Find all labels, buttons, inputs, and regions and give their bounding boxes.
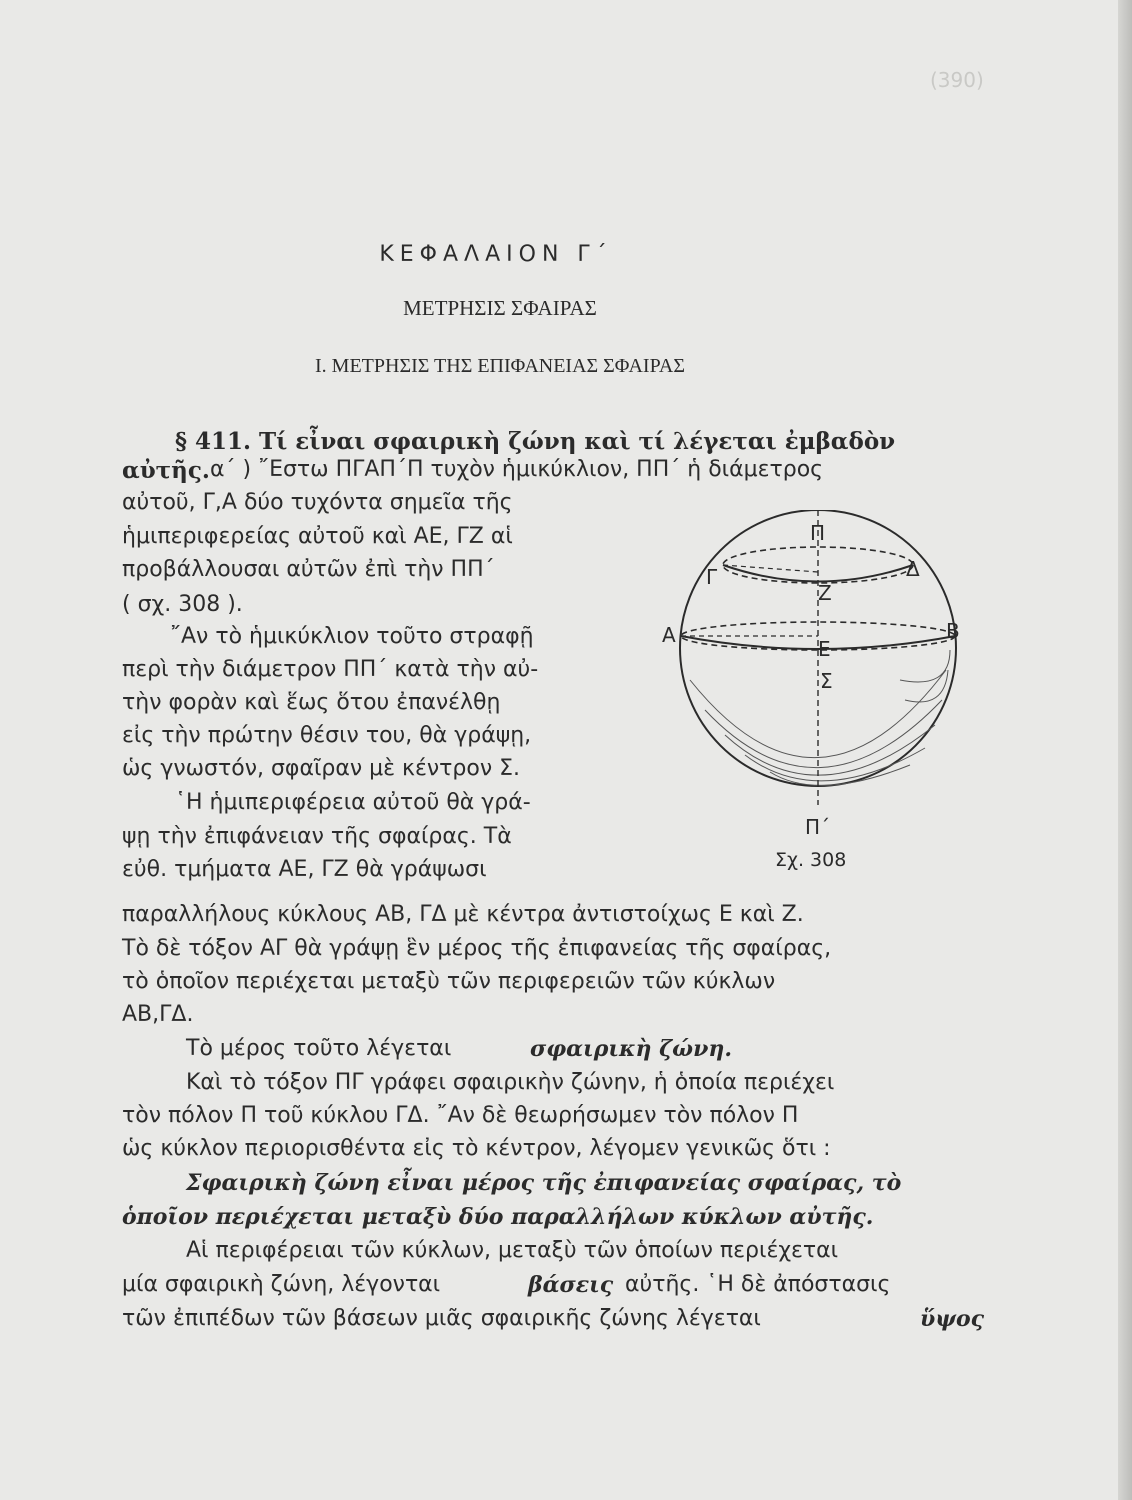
label-g: Γ [706, 565, 718, 589]
label-p: Π [810, 521, 826, 545]
text-line: τὴν φορὰν καὶ ἕως ὅτου ἐπανέλθῃ [122, 690, 501, 715]
page-number: (390) [930, 68, 984, 92]
paragraph-heading-end: αὐτῆς. [122, 457, 210, 484]
text-line: ῎Αν τὸ ἡμικύκλιον τοῦτο στραφῇ [170, 624, 534, 649]
text-line: εὐθ. τμήματα ΑΕ, ΓΖ θὰ γράψωσι [122, 857, 487, 882]
text-line: προβάλλουσαι αὐτῶν ἐπὶ τὴν ΠΠ΄ [122, 557, 495, 582]
term-height: ὕψος [920, 1306, 985, 1332]
text-line: τὸν πόλον Π τοῦ κύκλου ΓΔ. ῎Αν δὲ θεωρήσωμεν τὸν πόλον Π [122, 1103, 799, 1128]
paragraph-heading: § 411. Τί εἶναι σφαιρικὴ ζώνη καὶ τί λέγεται ἐμβαδὸν [175, 428, 896, 455]
sphere-diagram [650, 510, 980, 890]
text-line: ὡς κύκλον περιορισθέντα εἰς τὸ κέντρον, λέγομεν γενικῶς ὅτι : [122, 1136, 831, 1161]
text-line: ῾Η ἡμιπεριφέρεια αὐτοῦ θὰ γρά- [175, 790, 531, 815]
term-spherical-zone: σφαιρικὴ ζώνη. [530, 1036, 733, 1062]
text-line: παραλλήλους κύκλους ΑΒ, ΓΔ μὲ κέντρα ἀντιστοίχως Ε καὶ Ζ. [122, 902, 804, 927]
text-line: τὸ ὁποῖον περιέχεται μεταξὺ τῶν περιφερειῶν τῶν κύκλων [122, 969, 776, 994]
text-line: Τὸ μέρος τοῦτο λέγεται [186, 1036, 452, 1061]
text-line: Καὶ τὸ τόξον ΠΓ γράφει σφαιρικὴν ζώνην, ἡ ὁποία περιέχει [186, 1070, 835, 1095]
text-line: εἰς τὴν πρώτην θέσιν του, θὰ γράψῃ, [122, 723, 532, 748]
text-line: αὐτῆς. ῾Η δὲ ἀπόστασις [625, 1272, 891, 1297]
term-bases: βάσεις [528, 1272, 614, 1298]
segment-gz [723, 565, 818, 572]
label-a: Α [662, 623, 676, 647]
label-b: Β [946, 619, 960, 643]
text-line: περὶ τὴν διάμετρον ΠΠ΄ κατὰ τὴν αὐ- [122, 657, 539, 682]
text-line: ὡς γνωστόν, σφαῖραν μὲ κέντρον Σ. [122, 756, 521, 781]
text-line: ( σχ. 308 ). [122, 592, 243, 617]
text-line: Αἱ περιφέρειαι τῶν κύκλων, μεταξὺ τῶν ὁποίων περιέχεται [186, 1238, 839, 1263]
text-line: ψῃ τὴν ἐπιφάνειαν τῆς σφαίρας. Τὰ [122, 824, 512, 849]
text-line: τῶν ἐπιπέδων τῶν βάσεων μιᾶς σφαιρικῆς ζώνης λέγεται [122, 1306, 761, 1331]
page-edge [1118, 0, 1132, 1500]
text-line: ἡμιπεριφερείας αὐτοῦ καὶ ΑΕ, ΓΖ αἱ [122, 524, 513, 549]
text-line: Τὸ δὲ τόξον ΑΓ θὰ γράψῃ ἓν μέρος τῆς ἐπιφανείας τῆς σφαίρας, [122, 936, 832, 961]
chapter-title: ΚΕΦΑΛΑΙΟΝ Γ΄ [379, 242, 613, 267]
figure-caption: Σχ. 308 [775, 849, 847, 871]
text-line: α΄ ) ῎Εστω ΠΓΑΠ΄Π τυχὸν ἡμικύκλιον, ΠΠ΄ ἡ διάμετρος [210, 457, 824, 482]
label-e: Ε [818, 637, 831, 661]
label-z: Ζ [818, 581, 832, 605]
figure-308 [650, 510, 980, 890]
definition-line: ὁποῖον περιέχεται μεταξὺ δύο παραλλήλων κύκλων αὐτῆς. [122, 1204, 874, 1230]
chapter-heading: ΜΕΤΡΗΣΙΣ ΣΦΑΙΡΑΣ [403, 296, 597, 320]
label-s: Σ [820, 669, 833, 693]
section-title: Ι. ΜΕΤΡΗΣΙΣ ΤΗΣ ΕΠΙΦΑΝΕΙΑΣ ΣΦΑΙΡΑΣ [315, 355, 685, 377]
label-d: Δ [906, 557, 920, 581]
text-line: μία σφαιρικὴ ζώνη, λέγονται [122, 1272, 441, 1297]
text-line: ΑΒ,ΓΔ. [122, 1002, 194, 1027]
definition-line: Σφαιρικὴ ζώνη εἶναι μέρος τῆς ἐπιφανείας σφαίρας, τὸ [186, 1170, 902, 1196]
label-p-prime: Π΄ [805, 815, 831, 839]
text-line: αὐτοῦ, Γ,Α δύο τυχόντα σημεῖα τῆς [122, 490, 513, 515]
